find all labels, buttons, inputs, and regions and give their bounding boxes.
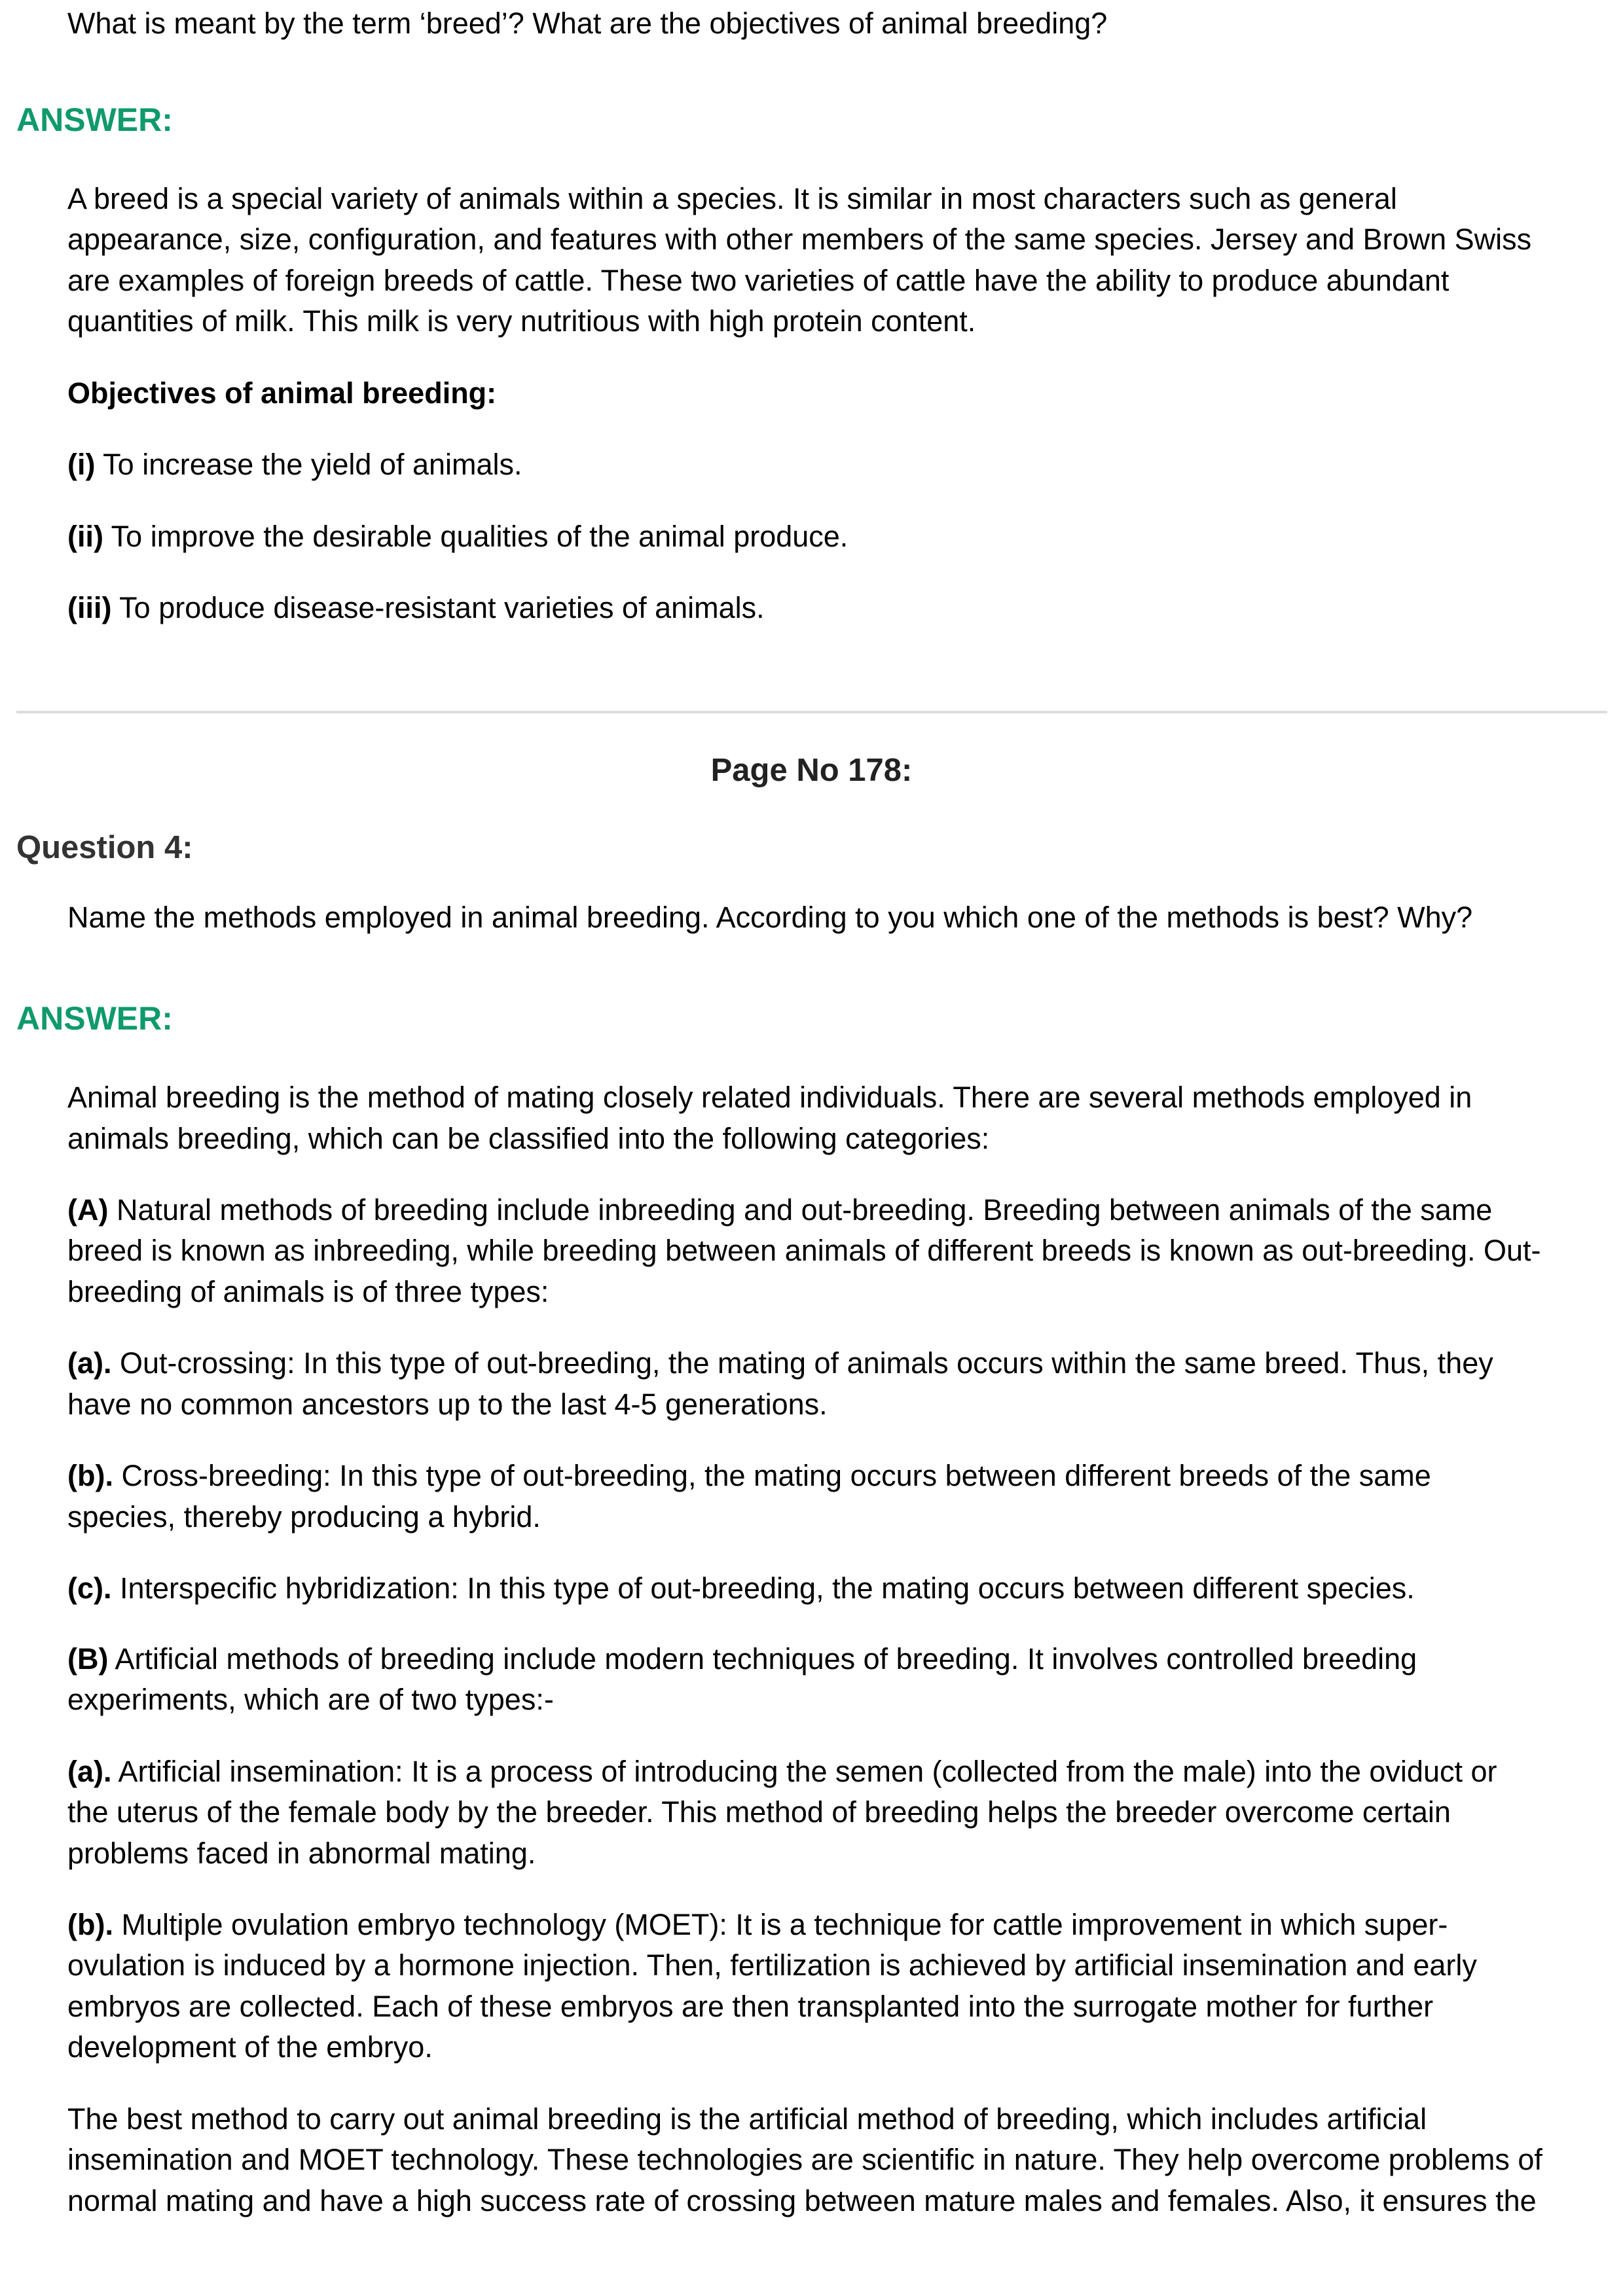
paragraph-text: Natural methods of breeding include inbreeding and out-breeding. Breeding between animals of the same bbox=[108, 1193, 1493, 1227]
paragraph-line: the uterus of the female body by the breeder. This method of breeding helps the breeder overcome certain bbox=[67, 1795, 1451, 1829]
question-text: Name the methods employed in animal breeding. According to you which one of the methods is best? Why? bbox=[67, 901, 1473, 934]
paragraph-line: Animal breeding is the method of mating closely related individuals. There are several methods employed in bbox=[67, 1081, 1472, 1114]
list-item-text: To improve the desirable qualities of the animal produce. bbox=[103, 520, 848, 553]
paragraph-line bbox=[67, 1639, 1417, 1679]
paragraph-line: quantities of milk. This milk is very nutritious with high protein content. bbox=[67, 304, 976, 338]
list-item bbox=[67, 444, 522, 485]
objectives-heading: Objectives of animal breeding: bbox=[67, 376, 497, 410]
list-marker: (B) bbox=[67, 1642, 109, 1676]
list-item-text: To produce disease-resistant varieties of animals. bbox=[111, 591, 765, 624]
list-item-text: To increase the yield of animals. bbox=[95, 448, 522, 481]
paragraph-line: experiments, which are of two types:- bbox=[67, 1683, 554, 1716]
list-marker: (A) bbox=[67, 1193, 109, 1227]
section-divider bbox=[16, 711, 1607, 713]
answer-label: ANSWER: bbox=[16, 1000, 173, 1037]
page-number-heading: Page No 178: bbox=[710, 753, 913, 788]
list-marker: (iii) bbox=[67, 591, 112, 624]
list-item bbox=[67, 516, 848, 557]
paragraph-text: Artificial insemination: It is a process of introducing the semen (collected from the male) into the oviduct or bbox=[111, 1755, 1497, 1788]
paragraph-line: insemination and MOET technology. These technologies are scientific in nature. They help overcome problems of bbox=[67, 2143, 1542, 2176]
paragraph-text: Artificial methods of breeding include modern techniques of breeding. It involves controlled breeding bbox=[108, 1642, 1417, 1676]
answer-label: ANSWER: bbox=[16, 101, 173, 138]
paragraph-line bbox=[67, 1190, 1492, 1230]
paragraph-line: breeding of animals is of three types: bbox=[67, 1275, 549, 1308]
paragraph-line bbox=[67, 1568, 1415, 1609]
paragraph-line: embryos are collected. Each of these embryos are then transplanted into the surrogate mother for further bbox=[67, 1990, 1434, 2023]
paragraph-line: The best method to carry out animal breeding is the artificial method of breeding, which includes artificial bbox=[67, 2102, 1427, 2136]
list-marker: (a). bbox=[67, 1346, 112, 1380]
paragraph-line: ovulation is induced by a hormone injection. Then, fertilization is achieved by artificial insemination and early bbox=[67, 1948, 1477, 1982]
paragraph-line bbox=[67, 1343, 1493, 1384]
paragraph-text: Interspecific hybridization: In this type of out-breeding, the mating occurs between different species. bbox=[111, 1571, 1415, 1605]
paragraph-text: Out-crossing: In this type of out-breeding, the mating of animals occurs within the same breed. Thus, they bbox=[111, 1346, 1493, 1380]
paragraph-line: are examples of foreign breeds of cattle. These two varieties of cattle have the ability to produce abundant bbox=[67, 264, 1450, 297]
paragraph-line: animals breeding, which can be classified into the following categories: bbox=[67, 1122, 990, 1155]
paragraph-line: have no common ancestors up to the last 4-5 generations. bbox=[67, 1388, 828, 1421]
question-label: Question 4: bbox=[16, 830, 193, 865]
paragraph-text: Multiple ovulation embryo technology (MOET): It is a technique for cattle improvement in which super- bbox=[113, 1908, 1448, 1941]
paragraph-line: species, thereby producing a hybrid. bbox=[67, 1500, 541, 1534]
list-marker: (a). bbox=[67, 1755, 112, 1788]
list-marker: (b). bbox=[67, 1908, 113, 1941]
paragraph-line: breed is known as inbreeding, while breeding between animals of different breeds is known as out-breeding. Out- bbox=[67, 1234, 1541, 1267]
paragraph-line: problems faced in abnormal mating. bbox=[67, 1837, 536, 1870]
paragraph-line: normal mating and have a high success rate of crossing between mature males and females. Also, it ensures the bbox=[67, 2184, 1537, 2217]
paragraph-line: development of the embryo. bbox=[67, 2030, 433, 2064]
list-marker: (ii) bbox=[67, 520, 103, 553]
paragraph-line bbox=[67, 1905, 1448, 1945]
list-marker: (i) bbox=[67, 448, 96, 481]
list-item bbox=[67, 588, 765, 628]
paragraph-line: A breed is a special variety of animals within a species. It is similar in most characters such as general bbox=[67, 182, 1397, 215]
paragraph-text: Cross-breeding: In this type of out-breeding, the mating occurs between different breeds of the same bbox=[113, 1459, 1431, 1492]
paragraph-line bbox=[67, 1456, 1431, 1496]
paragraph-line bbox=[67, 1751, 1497, 1792]
list-marker: (b). bbox=[67, 1459, 113, 1492]
question-text: What is meant by the term ‘breed’? What are the objectives of animal breeding? bbox=[67, 7, 1108, 40]
list-marker: (c). bbox=[67, 1571, 112, 1605]
paragraph-line: appearance, size, configuration, and features with other members of the same species. Jersey and Brown Swiss bbox=[67, 223, 1532, 256]
